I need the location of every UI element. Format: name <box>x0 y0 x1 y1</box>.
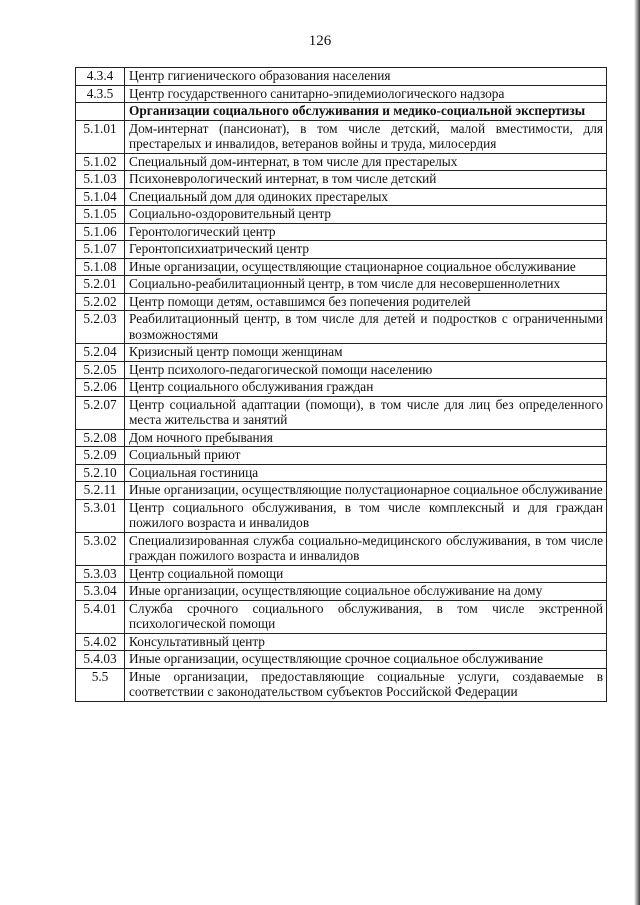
row-code: 5.2.04 <box>76 344 125 362</box>
table-row <box>76 447 607 465</box>
row-text: Центр психолого-педагогической помощи населению <box>125 361 607 379</box>
table-row <box>76 206 607 224</box>
row-code: 5.4.01 <box>76 600 125 633</box>
row-code: 5.3.04 <box>76 583 125 601</box>
section-heading: Организации социального обслуживания и медико-социальной экспертизы <box>125 103 607 121</box>
table-row <box>76 600 607 633</box>
table-row <box>76 583 607 601</box>
table-row <box>76 379 607 397</box>
page-number: 126 <box>308 33 332 49</box>
table-row <box>76 276 607 294</box>
table-row <box>76 565 607 583</box>
row-text: Геронтопсихиатрический центр <box>125 241 607 259</box>
row-text: Центр помощи детям, оставшимся без попечения родителей <box>125 293 607 311</box>
row-code: 5.2.07 <box>76 396 125 429</box>
table-row <box>76 532 607 565</box>
table-row <box>76 188 607 206</box>
table-row <box>76 311 607 344</box>
row-code: 5.5 <box>76 668 125 701</box>
row-code: 5.3.03 <box>76 565 125 583</box>
table-row <box>76 464 607 482</box>
row-text: Центр социального обслуживания граждан <box>125 379 607 397</box>
row-text: Специализированная служба социально-медицинского обслуживания, в том числе граждан пожилого возраста и инвалидов <box>125 532 607 565</box>
table-row <box>76 482 607 500</box>
row-code: 5.4.03 <box>76 651 125 669</box>
row-code: 5.2.11 <box>76 482 125 500</box>
table-row <box>76 85 607 103</box>
row-code <box>76 103 125 121</box>
table-row <box>76 499 607 532</box>
row-code: 5.3.02 <box>76 532 125 565</box>
table-row <box>76 258 607 276</box>
row-text: Психоневрологический интернат, в том числе детский <box>125 171 607 189</box>
row-text: Социальная гостиница <box>125 464 607 482</box>
row-code: 5.1.06 <box>76 223 125 241</box>
row-code: 5.1.07 <box>76 241 125 259</box>
row-text: Реабилитационный центр, в том числе для детей и подростков с ограниченными возможностями <box>125 311 607 344</box>
table-row <box>76 223 607 241</box>
row-text: Служба срочного социального обслуживания, в том числе экстренной психологической помощи <box>125 600 607 633</box>
row-code: 5.1.05 <box>76 206 125 224</box>
row-code: 5.1.08 <box>76 258 125 276</box>
classification-table <box>75 67 607 702</box>
row-text: Геронтологический центр <box>125 223 607 241</box>
table-row <box>76 241 607 259</box>
row-code: 4.3.4 <box>76 68 125 86</box>
row-text: Центр социального обслуживания, в том числе комплексный и для граждан пожилого возраста и инвалидов <box>125 499 607 532</box>
table-row <box>76 633 607 651</box>
table-row <box>76 153 607 171</box>
row-code: 5.2.05 <box>76 361 125 379</box>
row-text: Центр гигиенического образования населения <box>125 68 607 86</box>
row-code: 5.1.04 <box>76 188 125 206</box>
row-text: Иные организации, осуществляющие стационарное социальное обслуживание <box>125 258 607 276</box>
row-code: 5.2.09 <box>76 447 125 465</box>
row-text: Иные организации, осуществляющие полустационарное социальное обслуживание <box>125 482 607 500</box>
table-row <box>76 120 607 153</box>
row-code: 5.3.01 <box>76 499 125 532</box>
row-text: Иные организации, предоставляющие социальные услуги, создаваемые в соответствии с законодательством субъектов Российской Федерации <box>125 668 607 701</box>
row-code: 5.2.10 <box>76 464 125 482</box>
table-row <box>76 293 607 311</box>
row-code: 4.3.5 <box>76 85 125 103</box>
row-text: Дом-интернат (пансионат), в том числе детский, малой вместимости, для престарелых и инвалидов, ветеранов войны и труда, милосердия <box>125 120 607 153</box>
table-row <box>76 171 607 189</box>
row-code: 5.1.03 <box>76 171 125 189</box>
row-text: Социальный приют <box>125 447 607 465</box>
row-code: 5.2.06 <box>76 379 125 397</box>
row-text: Специальный дом-интернат, в том числе для престарелых <box>125 153 607 171</box>
row-text: Специальный дом для одиноких престарелых <box>125 188 607 206</box>
row-text: Центр государственного санитарно-эпидемиологического надзора <box>125 85 607 103</box>
table-row <box>76 396 607 429</box>
scan-edge-shadow <box>634 0 640 905</box>
row-text: Социально-оздоровительный центр <box>125 206 607 224</box>
row-code: 5.2.03 <box>76 311 125 344</box>
section-heading-row <box>76 103 607 121</box>
row-code: 5.1.01 <box>76 120 125 153</box>
table-row <box>76 651 607 669</box>
row-code: 5.1.02 <box>76 153 125 171</box>
row-code: 5.2.01 <box>76 276 125 294</box>
table-row <box>76 344 607 362</box>
row-text: Центр социальной помощи <box>125 565 607 583</box>
row-text: Иные организации, осуществляющие срочное социальное обслуживание <box>125 651 607 669</box>
row-code: 5.2.08 <box>76 429 125 447</box>
row-text: Социально-реабилитационный центр, в том числе для несовершеннолетних <box>125 276 607 294</box>
row-text: Консультативный центр <box>125 633 607 651</box>
table-row <box>76 429 607 447</box>
row-text: Иные организации, осуществляющие социальное обслуживание на дому <box>125 583 607 601</box>
row-code: 5.4.02 <box>76 633 125 651</box>
row-code: 5.2.02 <box>76 293 125 311</box>
table-row <box>76 668 607 701</box>
table-row <box>76 361 607 379</box>
row-text: Кризисный центр помощи женщинам <box>125 344 607 362</box>
row-text: Центр социальной адаптации (помощи), в том числе для лиц без определенного места жительства и занятий <box>125 396 607 429</box>
table-row <box>76 68 607 86</box>
row-text: Дом ночного пребывания <box>125 429 607 447</box>
